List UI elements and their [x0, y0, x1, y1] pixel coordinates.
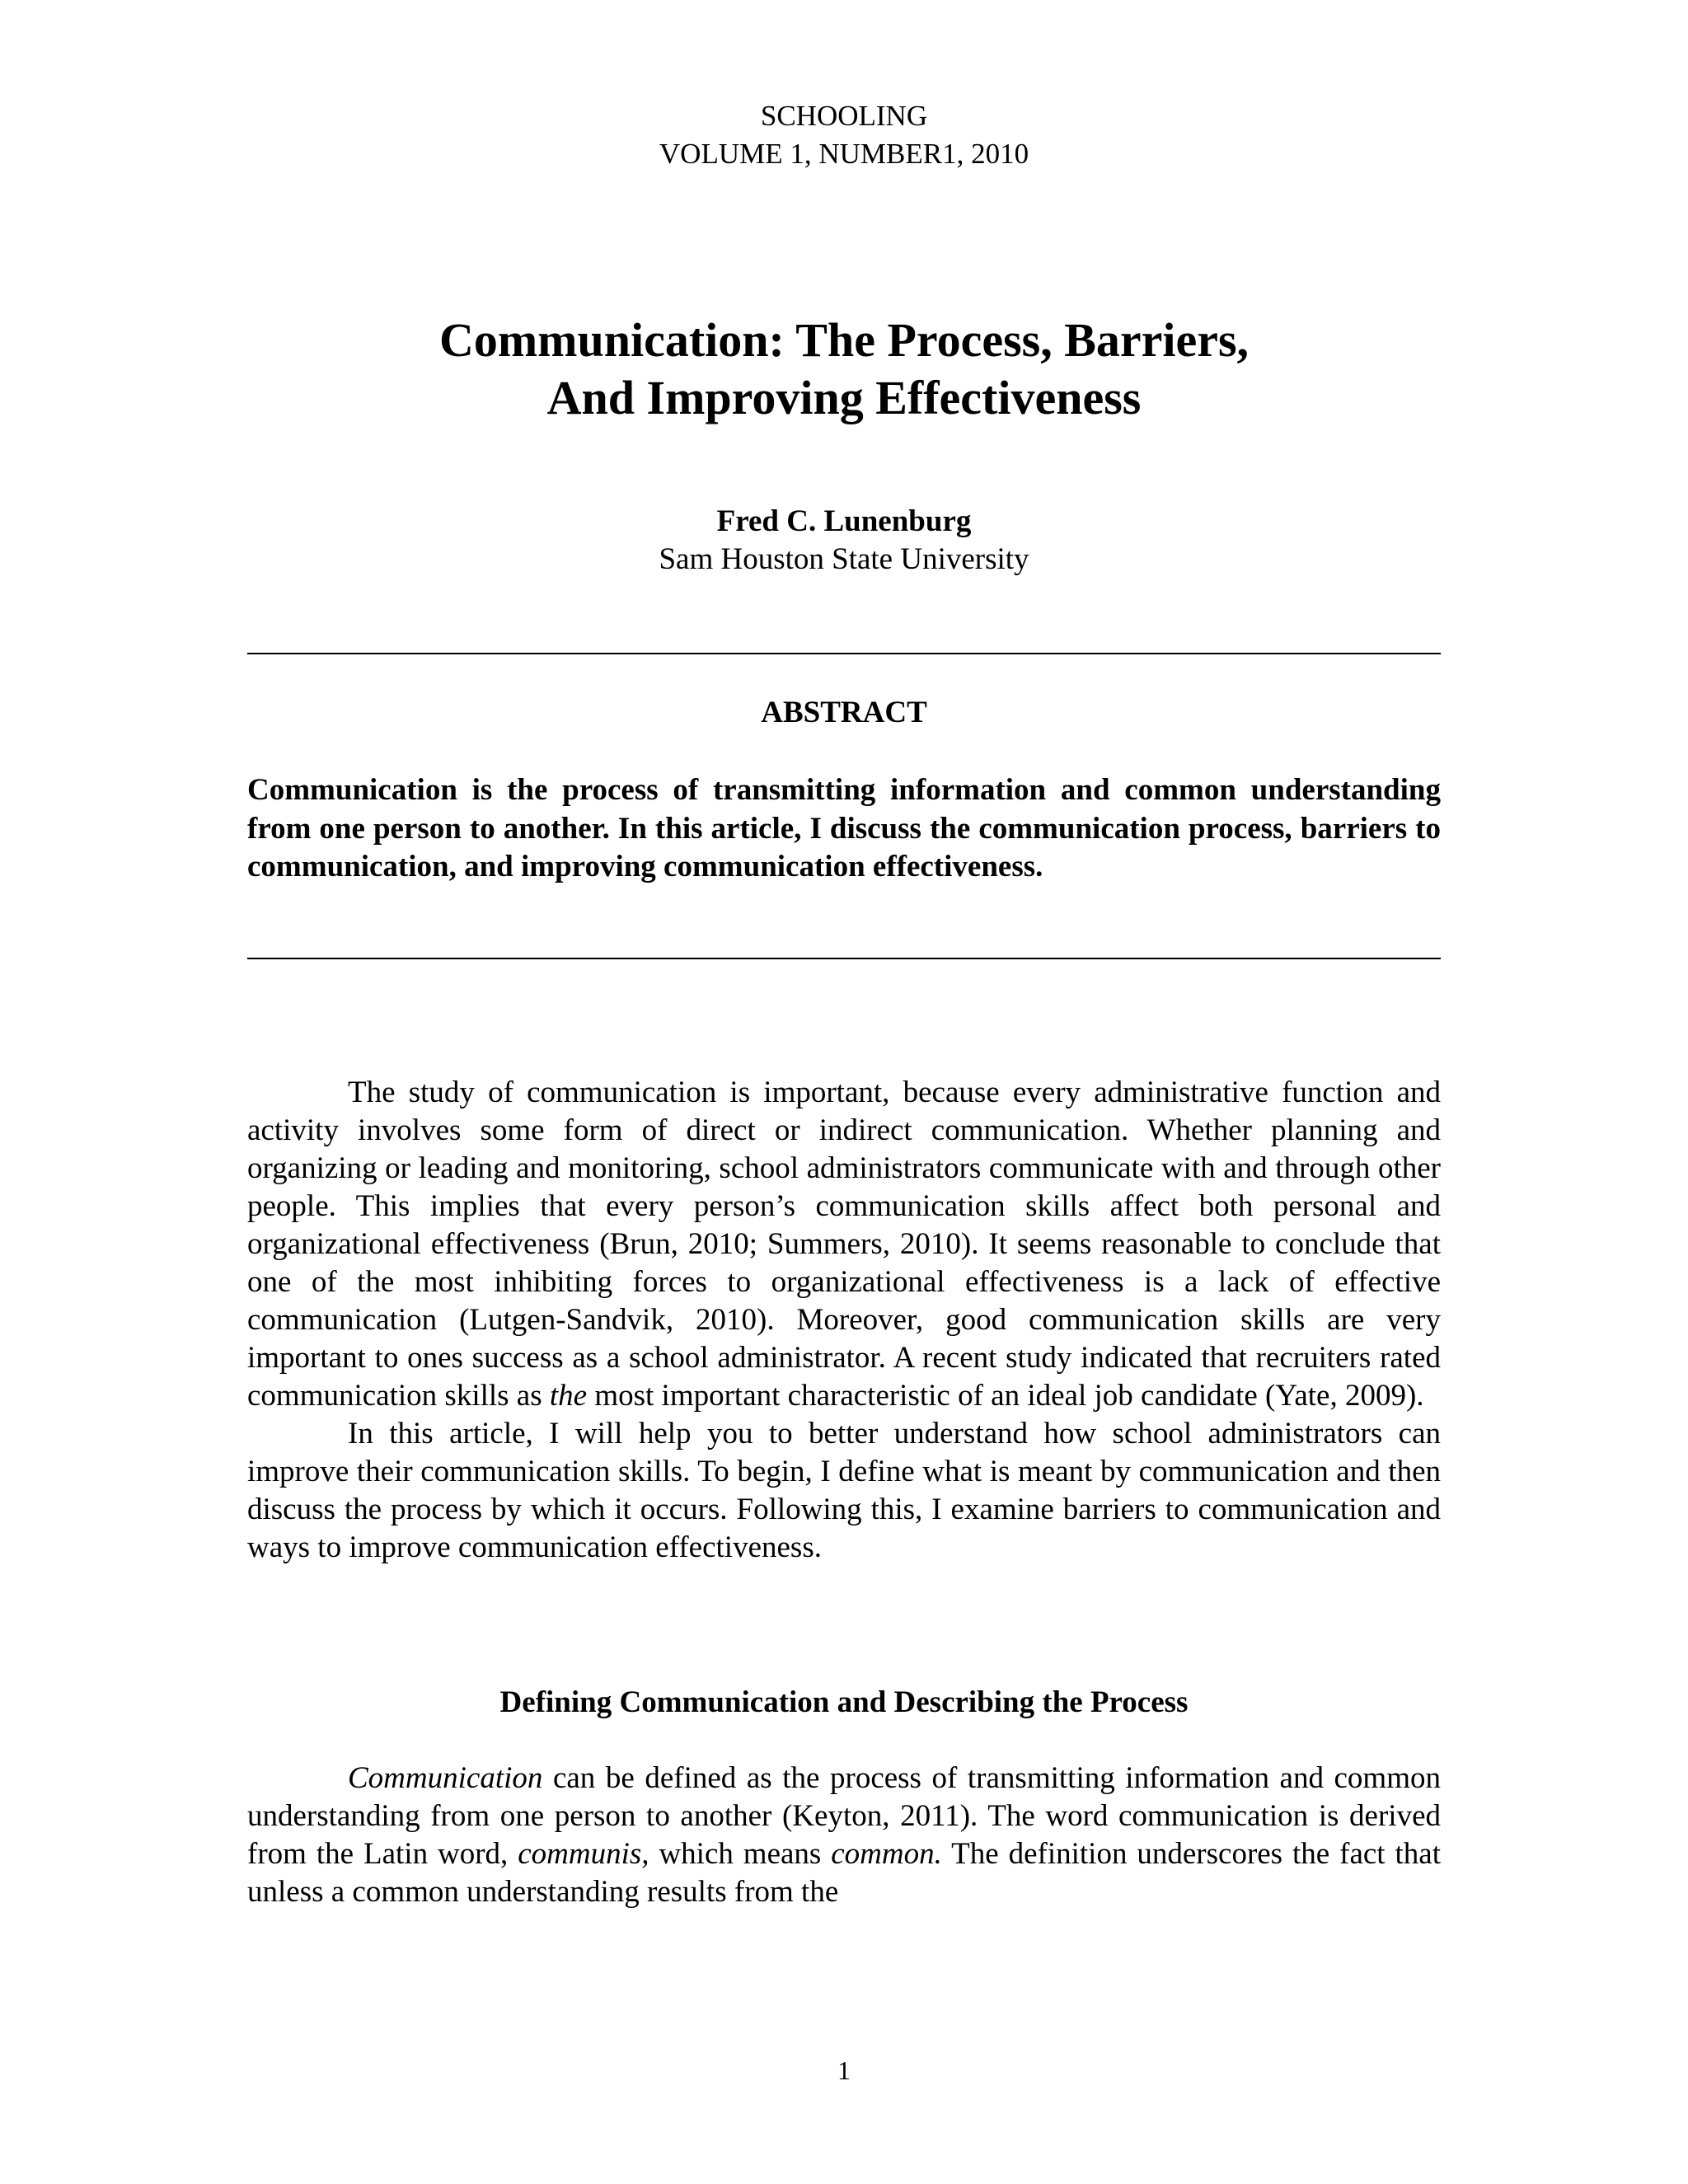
- abstract-heading: ABSTRACT: [761, 696, 927, 729]
- abstract-text: Communication is the process of transmitting information and common understanding from one person to another. In this article, I discuss the communication process, barriers to communication, and improving communication effectiveness.: [247, 773, 1441, 883]
- article-title: [247, 312, 1441, 427]
- emphasis-communication: Communication: [348, 1761, 543, 1795]
- journal-name: SCHOOLING: [760, 100, 928, 132]
- journal-volume: VOLUME 1, NUMBER1, 2010: [659, 138, 1029, 170]
- author-block: [247, 503, 1441, 579]
- emphasis-communis: communis,: [518, 1837, 649, 1871]
- abstract-top-rule: [247, 653, 1441, 654]
- abstract-bottom-rule: [247, 958, 1441, 959]
- emphasis-the: the: [549, 1379, 588, 1413]
- title-line-2: And Improving Effectiveness: [546, 371, 1142, 424]
- intro-paragraph-2: In this article, I will help you to better understand how school administrators can improve their communication skills. To begin, I define what is meant by communication and then discuss the process by which it occurs. Following this, I examine barriers to communication and ways to improve communication effectiveness.: [247, 1417, 1441, 1564]
- author-affiliation: Sam Houston State University: [659, 542, 1029, 576]
- section-heading: Defining Communication and Describing the Process: [499, 1685, 1189, 1719]
- page-number: 1: [837, 2055, 851, 2085]
- emphasis-common: common.: [831, 1837, 942, 1871]
- author-name: Fred C. Lunenburg: [716, 504, 972, 538]
- title-line-1: Communication: The Process, Barriers,: [438, 313, 1250, 367]
- definition-paragraph: Communication can be defined as the process of transmitting information and common understanding from one person to another (Keyton, 2011). The word communication is derived from the Latin word, communis, which means common. The definition underscores the fact that unless a common understanding results from the: [247, 1761, 1441, 1909]
- definition-section: [247, 1760, 1441, 1911]
- intro-paragraph-1: The study of communication is important, because every administrative function and activity involves some form of direct or indirect communication. Whether planning and organizing or leading and monitoring, school administrators communicate with and through other people. This implies that every person’s communication skills affect both personal and organizational effectiveness (Brun, 2010; Summers, 2010). It seems reasonable to conclude that one of the most inhibiting forces to organizational effectiveness is a lack of effective communication (Lutgen-Sandvik, 2010). Moreover, good communication skills are very important to ones success as a school administrator. A recent study indicated that recruiters rated communication skills as the most important characteristic of an ideal job candidate (Yate, 2009).: [247, 1076, 1441, 1413]
- introduction-section: [247, 1074, 1441, 1567]
- journal-header: [247, 97, 1441, 173]
